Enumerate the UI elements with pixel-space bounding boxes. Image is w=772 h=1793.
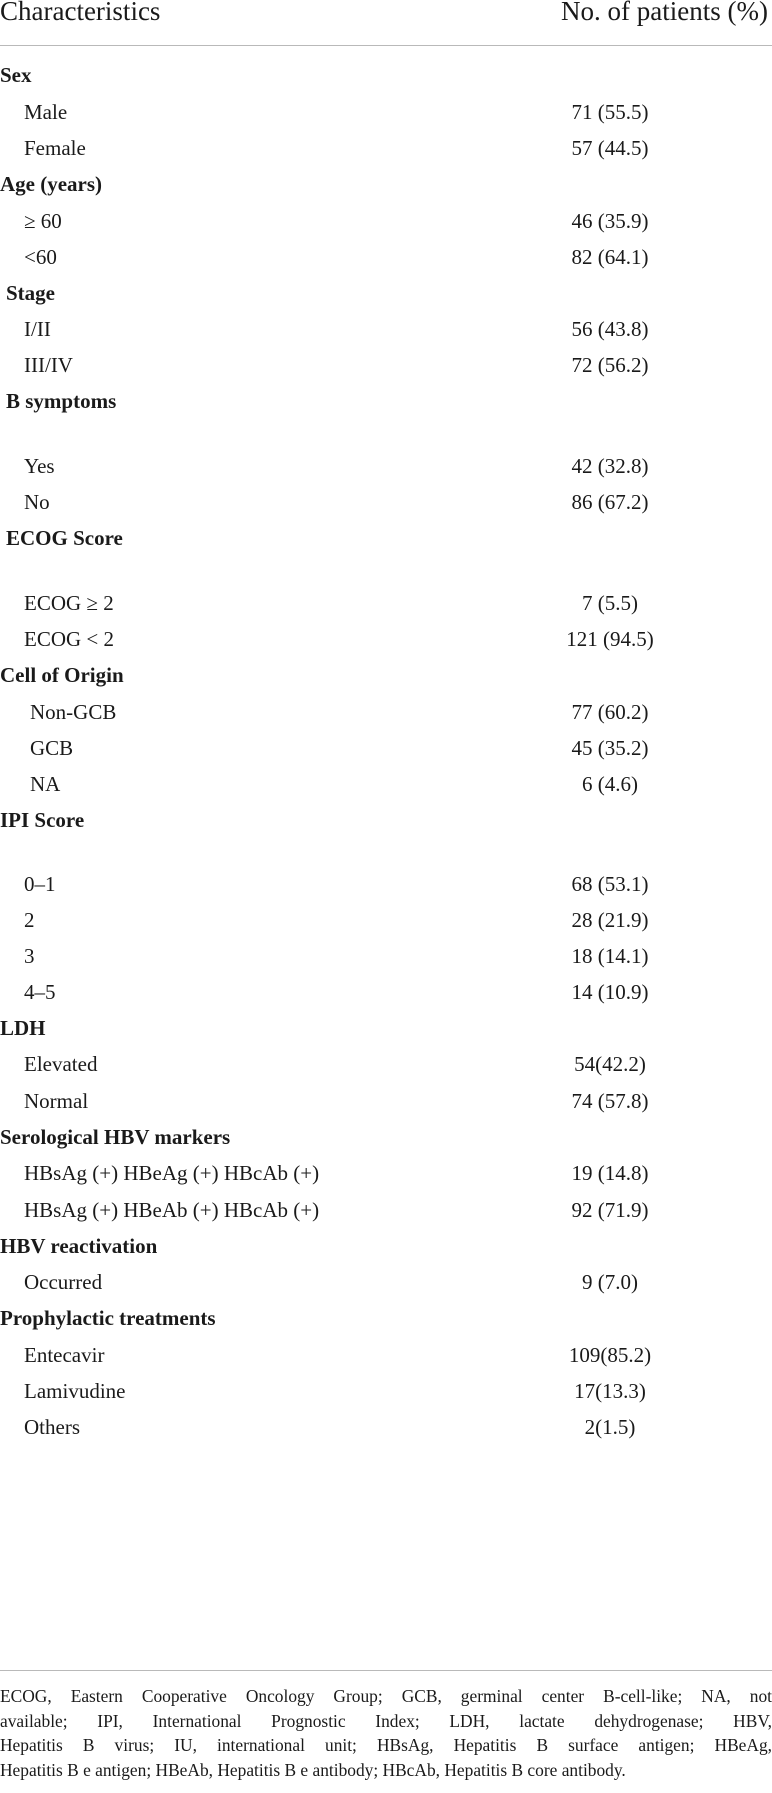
table-row: Others 2(1.5) (0, 1410, 772, 1444)
header-rule (0, 45, 772, 46)
category-label: ECOG Score (6, 526, 123, 550)
row-label: 2 (24, 908, 35, 932)
footnote-line: Hepatitis B virus; IU, international unit; HBsAg, Hepatitis B surface antigen; HBeAg, (0, 1735, 772, 1755)
table-row: I/II 56 (43.8) (0, 312, 772, 346)
table-row: ECOG ≥ 2 7 (5.5) (0, 586, 772, 620)
row-label: Yes (24, 454, 55, 478)
row-label: <60 (24, 245, 57, 269)
row-label: I/II (24, 317, 51, 341)
category-row-stage (0, 276, 772, 310)
table-row: Entecavir 109(85.2) (0, 1338, 772, 1372)
row-label: Normal (24, 1089, 89, 1113)
table-row: HBsAg (+) HBeAb (+) HBcAb (+) 92 (71.9) (0, 1193, 772, 1227)
footnote-line: Hepatitis B e antigen; HBeAb, Hepatitis B e antibody; HBcAb, Hepatitis B core antibody. (0, 1759, 626, 1780)
category-row-hbv-reactivation (0, 1229, 772, 1263)
table-row: Female 57 (44.5) (0, 131, 772, 165)
header-characteristics: Characteristics (0, 0, 161, 26)
row-label: 3 (24, 944, 35, 968)
table-row: III/IV 72 (56.2) (0, 348, 772, 382)
row-label: Male (24, 100, 68, 124)
category-row-cell-of-origin (0, 658, 772, 692)
table-row: Yes 42 (32.8) (0, 449, 772, 483)
category-label: Age (years) (0, 172, 103, 196)
footer-rule (0, 1670, 772, 1671)
footnote-line: ECOG, Eastern Cooperative Oncology Group; GCB, germinal center B-cell-like; NA, not (0, 1686, 772, 1706)
table-row: Male 71 (55.5) (0, 95, 772, 129)
row-label: Occurred (24, 1270, 103, 1294)
row-label: 0–1 (24, 872, 56, 896)
category-label: Prophylactic treatments (0, 1306, 216, 1330)
row-label: III/IV (24, 353, 73, 377)
row-label: NA (30, 772, 61, 796)
table-row: NA 6 (4.6) (0, 767, 772, 801)
table-row: Elevated 54(42.2) (0, 1047, 772, 1081)
footnote-line: available; IPI, International Prognostic Index; LDH, lactate dehydrogenase; HBV, (0, 1710, 772, 1731)
category-row-ldh (0, 1011, 772, 1045)
table-row: Non-GCB 77 (60.2) (0, 695, 772, 729)
category-label: LDH (0, 1016, 46, 1040)
table-row: ≥ 60 46 (35.9) (0, 204, 772, 238)
category-row-age (0, 167, 772, 201)
table-row: 0–1 68 (53.1) (0, 867, 772, 901)
row-label: Entecavir (24, 1343, 105, 1367)
category-row-b-symptoms (0, 384, 772, 418)
row-label: 4–5 (24, 980, 56, 1004)
row-label: HBsAg (+) HBeAb (+) HBcAb (+) (24, 1198, 320, 1222)
row-label: Elevated (24, 1052, 98, 1076)
category-label: Stage (6, 281, 55, 305)
row-label: Lamivudine (24, 1379, 126, 1403)
row-label: No (24, 490, 50, 514)
category-row-ipi-score (0, 803, 772, 837)
table-row: GCB 45 (35.2) (0, 731, 772, 765)
header-patients: No. of patients (%) (561, 0, 768, 26)
table-footnote (0, 1684, 772, 1782)
category-label: B symptoms (6, 389, 117, 413)
row-label: HBsAg (+) HBeAg (+) HBcAb (+) (24, 1161, 320, 1185)
table-row: ECOG < 2 121 (94.5) (0, 622, 772, 656)
category-label: Sex (0, 63, 32, 87)
table-row: 4–5 14 (10.9) (0, 975, 772, 1009)
table-row: 2 28 (21.9) (0, 903, 772, 937)
category-row-sex (0, 58, 772, 92)
category-row-serological-hbv-markers (0, 1120, 772, 1154)
row-label: ECOG < 2 (24, 627, 115, 651)
table-row: Occurred 9 (7.0) (0, 1265, 772, 1299)
table-row: 3 18 (14.1) (0, 939, 772, 973)
row-label: GCB (30, 736, 74, 760)
category-label: HBV reactivation (0, 1234, 158, 1258)
category-label: IPI Score (0, 808, 85, 832)
row-label: ECOG ≥ 2 (24, 591, 114, 615)
table-row: <60 82 (64.1) (0, 240, 772, 274)
row-label: Non-GCB (30, 700, 117, 724)
row-label: ≥ 60 (24, 209, 62, 233)
table-row: Normal 74 (57.8) (0, 1084, 772, 1118)
category-label: Serological HBV markers (0, 1125, 231, 1149)
category-label: Cell of Origin (0, 663, 124, 687)
table-row: Lamivudine 17(13.3) (0, 1374, 772, 1408)
row-label: Female (24, 136, 86, 160)
row-label: Others (24, 1415, 80, 1439)
table-header (0, 0, 772, 50)
category-row-ecog (0, 521, 772, 555)
category-row-prophylactic-treatments (0, 1301, 772, 1335)
table-row: No 86 (67.2) (0, 485, 772, 519)
table-row: HBsAg (+) HBeAg (+) HBcAb (+) 19 (14.8) (0, 1156, 772, 1190)
